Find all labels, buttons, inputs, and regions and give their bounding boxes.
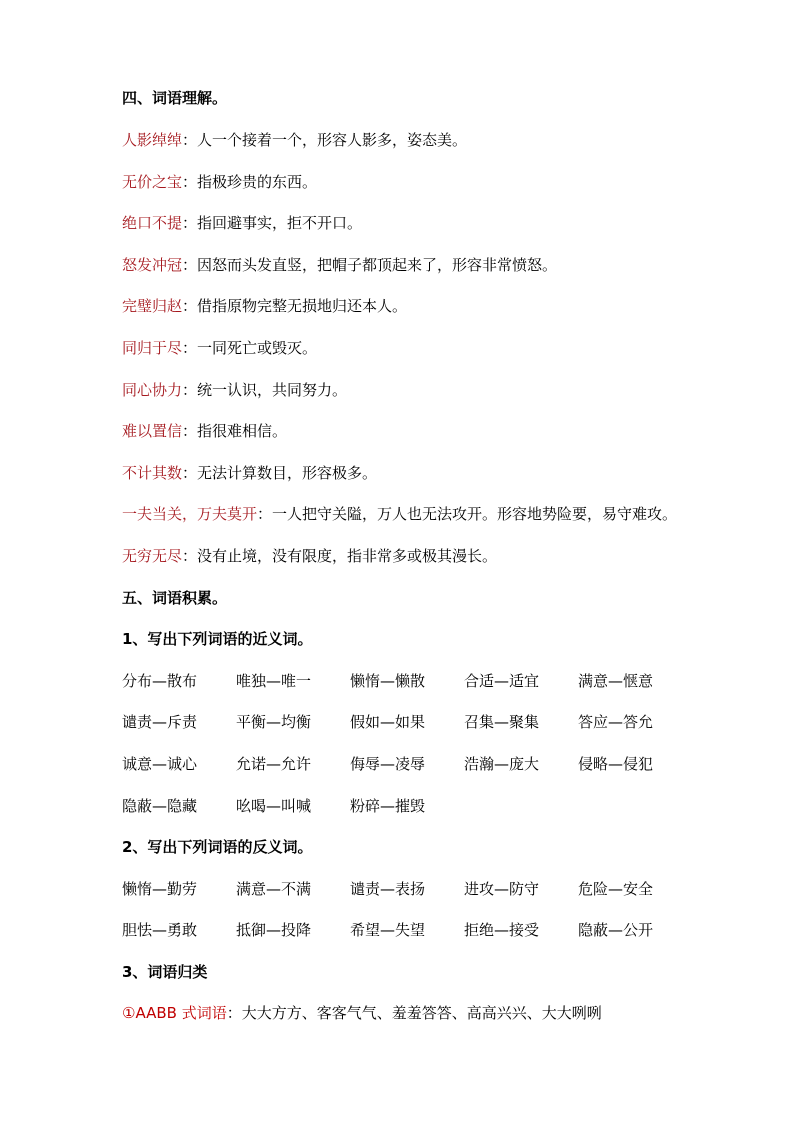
definition-term: 无穷无尽 <box>122 547 183 565</box>
definition-term: 绝口不提 <box>122 214 183 232</box>
word-pair: 危险—安全 <box>578 880 654 898</box>
definition-separator: ： <box>182 339 198 357</box>
definition-text: 一同死亡或毁灭。 <box>197 339 318 357</box>
word-pair: 抵御—投降 <box>236 921 312 939</box>
word-pair: 吆喝—叫喊 <box>236 797 312 815</box>
definition-separator: ： <box>257 505 273 523</box>
definition-item <box>122 130 467 150</box>
classify-separator: ： <box>226 1004 242 1022</box>
definition-item <box>122 380 347 400</box>
word-pair: 诚意—诚心 <box>122 755 198 773</box>
definition-separator: ： <box>182 381 198 399</box>
definition-text: 指很难相信。 <box>197 422 288 440</box>
word-pair: 谴责—表扬 <box>350 880 426 898</box>
definition-item <box>122 504 677 524</box>
definition-separator: ： <box>182 256 198 274</box>
definition-item <box>122 296 407 316</box>
word-pair: 假如—如果 <box>350 713 426 731</box>
definition-separator: ： <box>182 297 198 315</box>
definition-term: 同归于尽 <box>122 339 183 357</box>
word-pair: 唯独—唯一 <box>236 672 312 690</box>
definition-text: 一人把守关隘，万人也无法攻开。形容地势险要，易守难攻。 <box>272 505 678 523</box>
word-pair: 侵略—侵犯 <box>578 755 654 773</box>
classify-heading: 3、词语归类 <box>122 963 208 981</box>
word-pair: 浩瀚—庞大 <box>464 755 540 773</box>
word-pair: 侮辱—凌辱 <box>350 755 426 773</box>
definition-item <box>122 213 362 233</box>
word-pair: 召集—聚集 <box>464 713 540 731</box>
definition-item <box>122 546 497 566</box>
classify-content: 大大方方、客客气气、羞羞答答、高高兴兴、大大咧咧 <box>241 1004 602 1022</box>
definition-term: 一夫当关，万夫莫开 <box>122 505 258 523</box>
definition-text: 无法计算数目，形容极多。 <box>197 464 378 482</box>
definition-text: 指极珍贵的东西。 <box>197 173 318 191</box>
word-pair: 谴责—斥责 <box>122 713 198 731</box>
definition-text: 借指原物完整无损地归还本人。 <box>197 297 408 315</box>
definition-separator: ： <box>182 131 198 149</box>
synonyms-heading: 1、写出下列词语的近义词。 <box>122 630 313 648</box>
classify-line <box>122 1003 602 1023</box>
definition-term: 完璧归赵 <box>122 297 183 315</box>
definition-text: 因怒而头发直竖，把帽子都顶起来了，形容非常愤怒。 <box>197 256 558 274</box>
definition-term: 怒发冲冠 <box>122 256 183 274</box>
definition-separator: ： <box>182 214 198 232</box>
word-pair: 懒惰—懒散 <box>350 672 426 690</box>
definition-term: 无价之宝 <box>122 173 183 191</box>
word-pair: 懒惰—勤劳 <box>122 880 198 898</box>
word-pair: 胆怯—勇敢 <box>122 921 198 939</box>
word-pair: 满意—惬意 <box>578 672 654 690</box>
section5-heading: 五、词语积累。 <box>122 589 228 607</box>
word-pair: 合适—适宜 <box>464 672 540 690</box>
definition-item <box>122 255 557 275</box>
word-pair: 粉碎—摧毁 <box>350 797 426 815</box>
word-pair: 进攻—防守 <box>464 880 540 898</box>
definition-text: 没有止境，没有限度，指非常多或极其漫长。 <box>197 547 498 565</box>
definition-term: 同心协力 <box>122 381 183 399</box>
definition-item <box>122 172 317 192</box>
definition-text: 统一认识，共同努力。 <box>197 381 348 399</box>
word-pair: 平衡—均衡 <box>236 713 312 731</box>
definition-item <box>122 463 377 483</box>
definition-separator: ： <box>182 422 198 440</box>
word-pair: 隐蔽—隐藏 <box>122 797 198 815</box>
word-pair: 隐蔽—公开 <box>578 921 654 939</box>
definition-item <box>122 421 287 441</box>
word-pair: 答应—答允 <box>578 713 654 731</box>
definition-separator: ： <box>182 464 198 482</box>
definition-separator: ： <box>182 547 198 565</box>
word-pair: 允诺—允许 <box>236 755 312 773</box>
word-pair: 满意—不满 <box>236 880 312 898</box>
definition-term: 不计其数 <box>122 464 183 482</box>
word-pair: 拒绝—接受 <box>464 921 540 939</box>
classify-label: ①AABB 式词语 <box>122 1004 227 1022</box>
definition-item <box>122 338 317 358</box>
definition-separator: ： <box>182 173 198 191</box>
definition-text: 人一个接着一个，形容人影多，姿态美。 <box>197 131 468 149</box>
section4-heading: 四、词语理解。 <box>122 89 228 107</box>
definition-text: 指回避事实，拒不开口。 <box>197 214 363 232</box>
definition-term: 难以置信 <box>122 422 183 440</box>
word-pair: 分布—散布 <box>122 672 198 690</box>
definition-term: 人影绰绰 <box>122 131 183 149</box>
word-pair: 希望—失望 <box>350 921 426 939</box>
antonyms-heading: 2、写出下列词语的反义词。 <box>122 838 313 856</box>
